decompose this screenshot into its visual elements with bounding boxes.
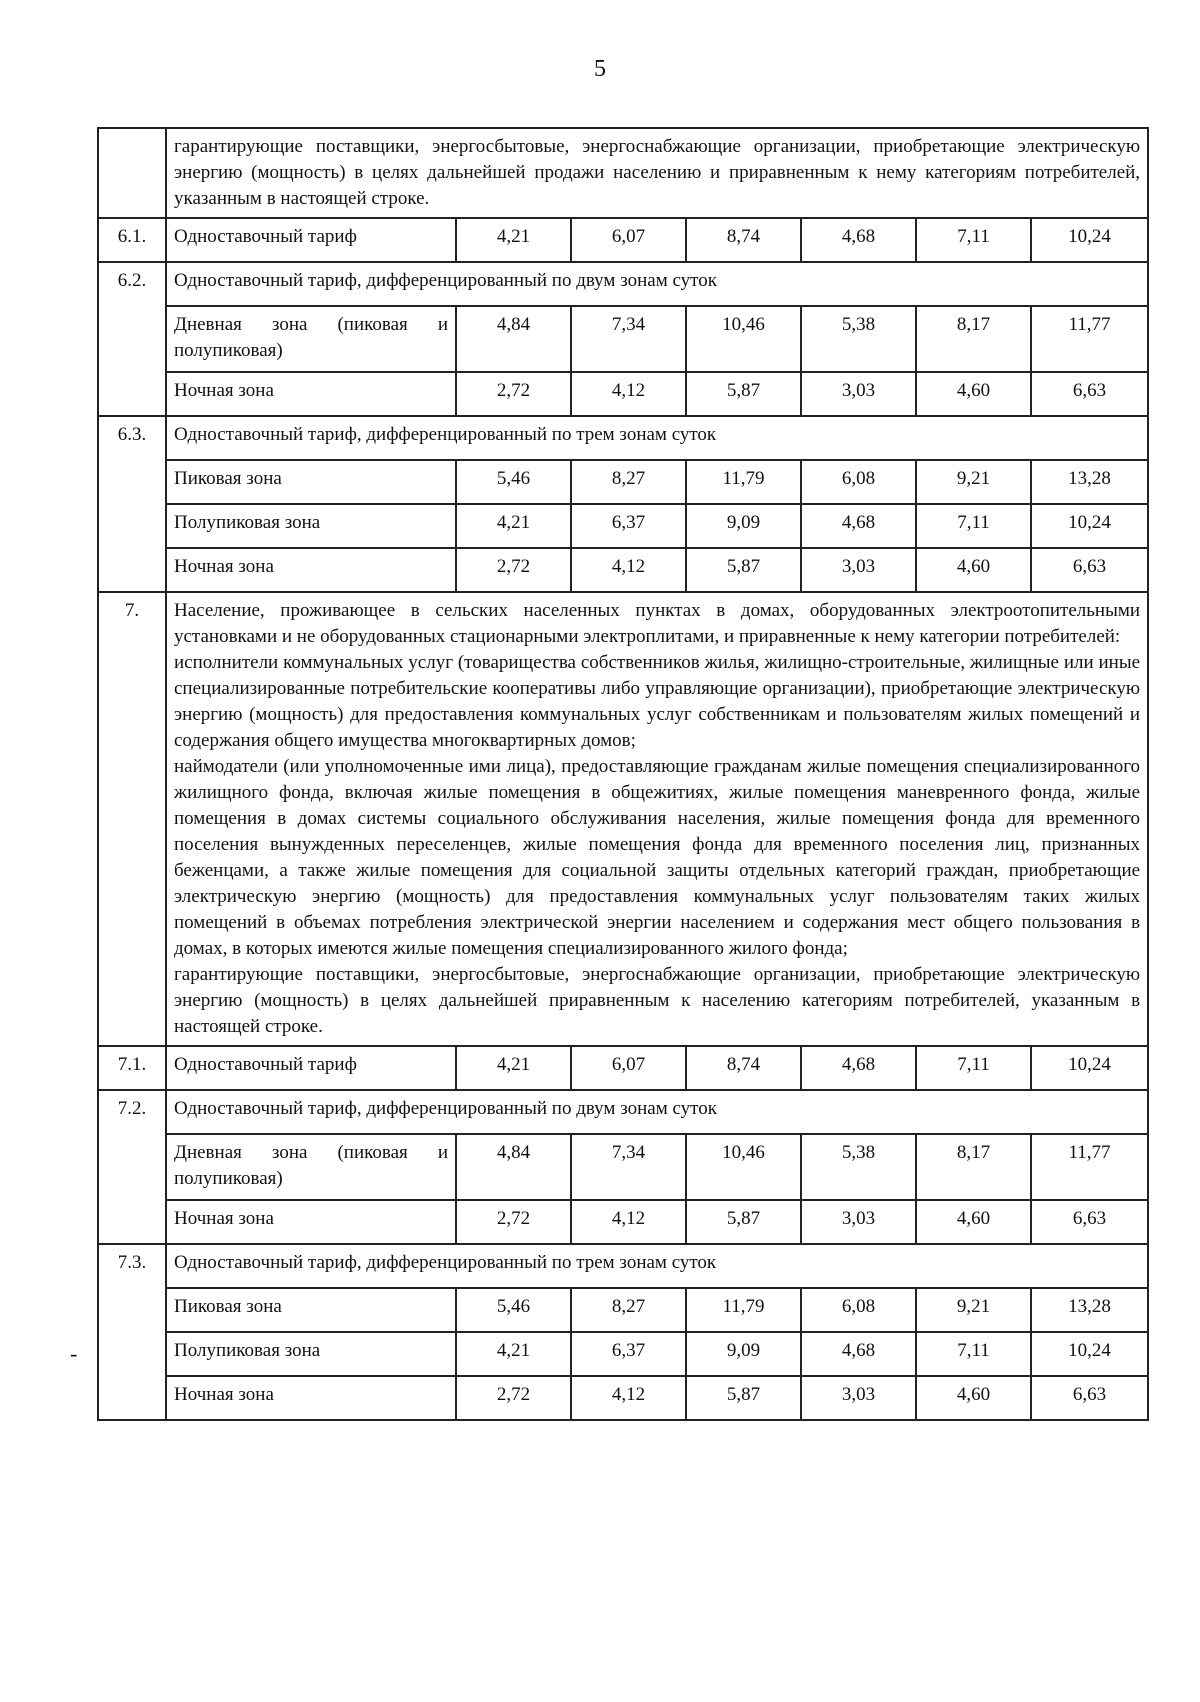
value-cell: 2,72 bbox=[456, 1200, 571, 1244]
value-cell: 11,77 bbox=[1031, 1134, 1148, 1200]
table-row bbox=[98, 592, 1148, 1046]
margin-mark: - bbox=[70, 1341, 78, 1366]
value-cell: 5,46 bbox=[456, 460, 571, 504]
value-cell: 4,84 bbox=[456, 1134, 571, 1200]
value-cell: 2,72 bbox=[456, 1376, 571, 1420]
value-cell: 10,24 bbox=[1031, 504, 1148, 548]
table-row bbox=[98, 1376, 1148, 1420]
table-row bbox=[98, 1332, 1148, 1376]
row-number: 7.1. bbox=[98, 1046, 166, 1090]
value-cell: 2,72 bbox=[456, 372, 571, 416]
value-cell: 6,63 bbox=[1031, 548, 1148, 592]
row-label: Пиковая зона bbox=[166, 460, 456, 504]
description-paragraph: Население, проживающее в сельских населенных пунктах в домах, оборудованных электроотопительными установками и не оборудованных стационарными электроплитами, и приравненные к нему категории потребителей: bbox=[174, 600, 1141, 647]
value-cell: 13,28 bbox=[1031, 1288, 1148, 1332]
table-row bbox=[98, 262, 1148, 306]
row-label: Одноставочный тариф, дифференцированный по трем зонам суток bbox=[166, 416, 1148, 460]
value-cell: 8,27 bbox=[571, 1288, 686, 1332]
value-cell: 6,63 bbox=[1031, 1376, 1148, 1420]
table-row bbox=[98, 1288, 1148, 1332]
value-cell: 4,12 bbox=[571, 548, 686, 592]
value-cell: 5,46 bbox=[456, 1288, 571, 1332]
table-row bbox=[98, 504, 1148, 548]
value-cell: 10,24 bbox=[1031, 1046, 1148, 1090]
value-cell: 5,87 bbox=[686, 1200, 801, 1244]
value-cell: 7,34 bbox=[571, 306, 686, 372]
value-cell: 10,46 bbox=[686, 306, 801, 372]
value-cell: 5,38 bbox=[801, 306, 916, 372]
section-description bbox=[166, 592, 1148, 1046]
table-row bbox=[98, 306, 1148, 372]
value-cell: 7,11 bbox=[916, 218, 1031, 262]
value-cell: 4,12 bbox=[571, 1376, 686, 1420]
row-number: 7. bbox=[98, 592, 166, 1046]
row-number-cell bbox=[98, 128, 166, 218]
value-cell: 4,68 bbox=[801, 1332, 916, 1376]
value-cell: 4,21 bbox=[456, 504, 571, 548]
value-cell: 6,63 bbox=[1031, 1200, 1148, 1244]
value-cell: 4,60 bbox=[916, 1200, 1031, 1244]
value-cell: 2,72 bbox=[456, 548, 571, 592]
row-label: Пиковая зона bbox=[166, 1288, 456, 1332]
value-cell: 4,12 bbox=[571, 1200, 686, 1244]
value-cell: 6,63 bbox=[1031, 372, 1148, 416]
page-number: 5 bbox=[594, 56, 606, 82]
value-cell: 4,68 bbox=[801, 1046, 916, 1090]
row-label: Одноставочный тариф bbox=[166, 218, 456, 262]
table-row bbox=[98, 1134, 1148, 1200]
tariff-table bbox=[97, 127, 1149, 1421]
description-paragraph: наймодатели (или уполномоченные ими лица), предоставляющие гражданам жилые помещения специализированного жилищного фонда, включая жилые помещения в общежитиях, жилые помещения маневренного фонда, жилые помещения в домах системы социального обслуживания населения, жилые помещения фонда для временного поселения вынужденных переселенцев, жилые помещения фонда для временного поселения лиц, признанных беженцами, а также жилые помещения для социальной защиты отдельных категорий граждан, приобретающие электрическую энергию (мощность) для предоставления коммунальных услуг пользователям таких жилых помещений в объемах потребления электрической энергии населением и содержания мест общего пользования в домах, в которых имеются жилые помещения специализированного жилого фонда; bbox=[174, 756, 1141, 959]
value-cell: 7,11 bbox=[916, 504, 1031, 548]
value-cell: 6,08 bbox=[801, 460, 916, 504]
row-label: Ночная зона bbox=[166, 1200, 456, 1244]
value-cell: 7,11 bbox=[916, 1332, 1031, 1376]
value-cell: 9,09 bbox=[686, 504, 801, 548]
value-cell: 11,77 bbox=[1031, 306, 1148, 372]
table-row bbox=[98, 1090, 1148, 1134]
row-number: 6.3. bbox=[98, 416, 166, 592]
value-cell: 7,11 bbox=[916, 1046, 1031, 1090]
value-cell: 10,24 bbox=[1031, 218, 1148, 262]
row-number: 6.2. bbox=[98, 262, 166, 416]
value-cell: 4,21 bbox=[456, 218, 571, 262]
row-number: 6.1. bbox=[98, 218, 166, 262]
row-label: Одноставочный тариф, дифференцированный по двум зонам суток bbox=[166, 262, 1148, 306]
value-cell: 9,21 bbox=[916, 460, 1031, 504]
table-row bbox=[98, 372, 1148, 416]
value-cell: 6,07 bbox=[571, 218, 686, 262]
value-cell: 4,60 bbox=[916, 1376, 1031, 1420]
table-row bbox=[98, 460, 1148, 504]
value-cell: 11,79 bbox=[686, 1288, 801, 1332]
value-cell: 6,37 bbox=[571, 504, 686, 548]
value-cell: 6,08 bbox=[801, 1288, 916, 1332]
value-cell: 10,24 bbox=[1031, 1332, 1148, 1376]
value-cell: 6,37 bbox=[571, 1332, 686, 1376]
row-label: Дневная зона (пиковая и полупиковая) bbox=[166, 306, 456, 372]
value-cell: 4,84 bbox=[456, 306, 571, 372]
table-row bbox=[98, 1200, 1148, 1244]
description-paragraph: исполнители коммунальных услуг (товарищества собственников жилья, жилищно-строительные, жилищные или иные специализированные потребительские кооперативы либо управляющие организации), приобретающие электрическую энергию (мощность) для предоставления коммунальных услуг собственникам и пользователям жилых помещений и содержания общего имущества многоквартирных домов; bbox=[174, 652, 1141, 751]
intro-row bbox=[98, 128, 1148, 218]
value-cell: 3,03 bbox=[801, 1200, 916, 1244]
value-cell: 5,87 bbox=[686, 548, 801, 592]
row-number: 7.2. bbox=[98, 1090, 166, 1244]
table-row bbox=[98, 416, 1148, 460]
row-label: Одноставочный тариф, дифференцированный по трем зонам суток bbox=[166, 1244, 1148, 1288]
value-cell: 11,79 bbox=[686, 460, 801, 504]
value-cell: 4,68 bbox=[801, 218, 916, 262]
value-cell: 8,17 bbox=[916, 1134, 1031, 1200]
value-cell: 4,60 bbox=[916, 372, 1031, 416]
value-cell: 6,07 bbox=[571, 1046, 686, 1090]
row-number: 7.3. bbox=[98, 1244, 166, 1420]
value-cell: 3,03 bbox=[801, 548, 916, 592]
value-cell: 5,87 bbox=[686, 372, 801, 416]
value-cell: 7,34 bbox=[571, 1134, 686, 1200]
value-cell: 5,87 bbox=[686, 1376, 801, 1420]
value-cell: 9,09 bbox=[686, 1332, 801, 1376]
table-row bbox=[98, 1244, 1148, 1288]
description-paragraph: гарантирующие поставщики, энергосбытовые, энергоснабжающие организации, приобретающие электрическую энергию (мощность) в целях дальнейшей приравненным к населению категориям потребителей, указанным в настоящей строке. bbox=[174, 964, 1141, 1037]
row-label: Полупиковая зона bbox=[166, 1332, 456, 1376]
value-cell: 9,21 bbox=[916, 1288, 1031, 1332]
table-row bbox=[98, 1046, 1148, 1090]
row-label: Дневная зона (пиковая и полупиковая) bbox=[166, 1134, 456, 1200]
row-label: Одноставочный тариф bbox=[166, 1046, 456, 1090]
row-label: Ночная зона bbox=[166, 548, 456, 592]
table-row bbox=[98, 548, 1148, 592]
value-cell: 8,74 bbox=[686, 1046, 801, 1090]
value-cell: 8,74 bbox=[686, 218, 801, 262]
row-label: Ночная зона bbox=[166, 1376, 456, 1420]
value-cell: 3,03 bbox=[801, 372, 916, 416]
value-cell: 4,21 bbox=[456, 1332, 571, 1376]
row-label: Ночная зона bbox=[166, 372, 456, 416]
value-cell: 3,03 bbox=[801, 1376, 916, 1420]
value-cell: 13,28 bbox=[1031, 460, 1148, 504]
value-cell: 4,12 bbox=[571, 372, 686, 416]
intro-text: гарантирующие поставщики, энергосбытовые, энергоснабжающие организации, приобретающие электрическую энергию (мощность) в целях дальнейшей продажи населению и приравненным к нему категориям потребителей, указанным в настоящей строке. bbox=[166, 128, 1148, 218]
value-cell: 8,17 bbox=[916, 306, 1031, 372]
value-cell: 4,21 bbox=[456, 1046, 571, 1090]
value-cell: 8,27 bbox=[571, 460, 686, 504]
value-cell: 5,38 bbox=[801, 1134, 916, 1200]
value-cell: 4,60 bbox=[916, 548, 1031, 592]
value-cell: 10,46 bbox=[686, 1134, 801, 1200]
table-row bbox=[98, 218, 1148, 262]
row-label: Одноставочный тариф, дифференцированный по двум зонам суток bbox=[166, 1090, 1148, 1134]
value-cell: 4,68 bbox=[801, 504, 916, 548]
row-label: Полупиковая зона bbox=[166, 504, 456, 548]
